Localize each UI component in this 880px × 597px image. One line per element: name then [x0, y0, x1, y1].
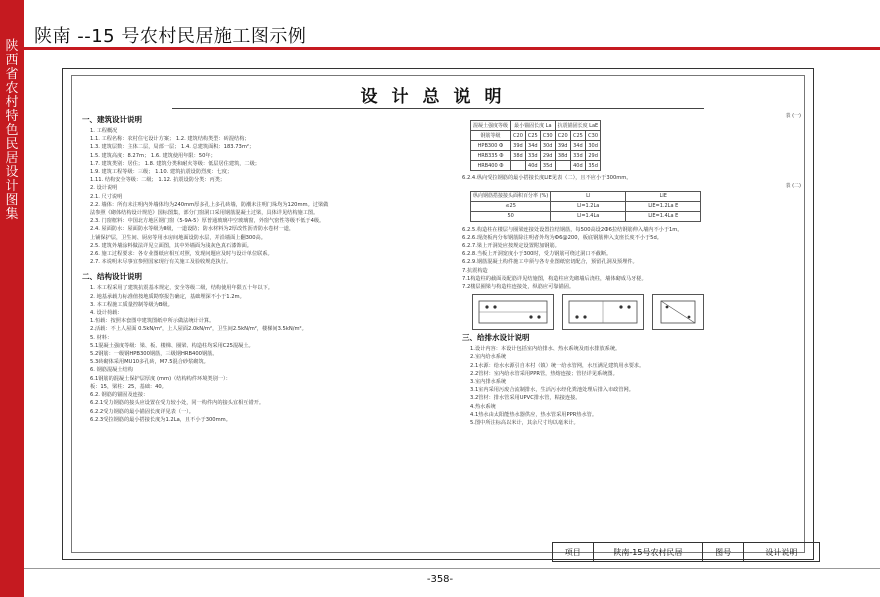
detail-sketches	[472, 294, 807, 330]
table1-cell: 29d	[586, 151, 601, 161]
text-line: 6.2.5.构造柱在楼层与圈梁连接处设置拉结钢筋，每500高设2Ф6拉结钢筋伸入墙内不小于1m。	[462, 226, 683, 233]
table1-grade: C30	[586, 131, 601, 141]
text-line: 1. 工程概况	[90, 128, 118, 134]
lap-table	[470, 191, 701, 222]
table2-cell: LlE=1.4La E	[626, 211, 701, 221]
table1-caption: 表 (一)	[785, 113, 801, 119]
table1-grade: C30	[540, 131, 555, 141]
table1-cell: 33d	[570, 151, 585, 161]
text-line: 4.1热水由太阳能热水器供应，热水管采用PPR热水管。	[470, 411, 598, 418]
text-line: 2.1. 尺寸说明	[90, 193, 123, 200]
table1-head-mid: 最小锚固长度 La	[511, 121, 556, 131]
text-line: 5.1混凝土强度等级：梁、板、楼梯、圈梁、构造柱均采用C25混凝土。	[90, 342, 254, 349]
table-row	[471, 161, 601, 171]
table1-cell: 40d	[525, 161, 540, 171]
table1-cell	[511, 161, 526, 171]
text-line: 2.5. 建筑外墙涂料做法详见立面图，其中外墙面为浅灰色真石漆饰面。	[90, 242, 252, 249]
text-line: 7.1构造柱的截面及配筋详见结施图，构造柱应先砌墙后浇柱，墙体砌成马牙槎。	[462, 275, 647, 282]
text-line: 3.1室内采用污废合流制排水，生活污水经化粪池处理后排入市政管网。	[470, 387, 634, 394]
title-block-drawing-no-label: 图号	[703, 543, 744, 561]
table2-cell: Ll=1.2La	[551, 201, 626, 211]
table1-cell	[555, 161, 570, 171]
beam-detail-sketch-1	[472, 294, 554, 330]
table1-grade: C25	[525, 131, 540, 141]
table2-caption: 表 (二)	[785, 183, 801, 190]
text-line: 1.7. 建筑类别：居住； 1.8. 建筑分类和耐火等级：低层居住建筑，二级；	[90, 160, 260, 167]
text-line: 1.5. 建筑高度：8.27m； 1.6. 建筑使用年限：50年；	[90, 152, 216, 159]
text-line: 6.1钢筋的混凝土保护层厚度 (mm)（结构构件环境类别一）：	[90, 375, 231, 382]
table1-cell: 34d	[525, 141, 540, 151]
drawing-frame	[71, 75, 805, 557]
beam-detail-sketch-2	[562, 294, 644, 330]
title-block-project-label: 项目	[553, 543, 594, 561]
text-line: 6.2.9.钢筋混凝土构件施工中须与各专业图纸密切配合，预留孔洞及预埋件。	[462, 259, 638, 266]
text-line: 2.3. 门窗框料：中国北方地区钢门窗（5-9A-5）厚普通玻璃中空玻璃窗，外窗气密性等级不低于4级。	[90, 218, 325, 225]
text-line: 6.2.3受拉钢筋的最小搭接长度为1.2La，且不小于300mm。	[90, 416, 231, 423]
page-number: -358-	[426, 574, 454, 585]
text-line: 1.9. 建筑工程等级：三级； 1.10. 建筑抗震设防烈度：七度；	[90, 169, 233, 176]
section-architecture-body	[82, 127, 452, 266]
table1-cell: 35d	[540, 161, 555, 171]
section-structure-body	[82, 284, 452, 423]
text-line: 7.抗震构造	[462, 267, 488, 274]
table1-grade: C20	[511, 131, 526, 141]
text-line: 7.2楼层圈梁与构造柱连接处，纵筋应可靠锚固。	[462, 284, 575, 291]
table2-header: 纵向钢筋搭接接头面积百分率 (%)	[471, 191, 551, 201]
table1-cell: 39d	[555, 141, 570, 151]
table1-cell: 38d	[511, 151, 526, 161]
anchorage-table	[470, 120, 601, 171]
table1-sub-label: 钢筋等级	[471, 131, 511, 141]
text-line: 4.热水系统	[470, 403, 496, 410]
table1-cell: 33d	[525, 151, 540, 161]
text-line: 上铺保护层，卫生间、厨房等用水房间地面设防水层，并沿墙面上翻300高。	[90, 234, 266, 241]
text-line: 法参照《砌体结构设计规范》国标图集，部分门窗洞口采用钢筋混凝土过梁，具体详见结构施工图。	[90, 210, 319, 217]
text-line: 5.图中所注标高以米计，其余尺寸均以毫米计。	[470, 420, 579, 427]
table-row	[471, 201, 701, 211]
text-line: 6.2.6.现浇板内分布钢筋除注明者外均为Ф6@200，板底钢筋伸入支座长度不小于5d。	[462, 234, 662, 241]
table2-header: LlE	[626, 191, 701, 201]
table1-cell: 40d	[570, 161, 585, 171]
table1-cell: 39d	[511, 141, 526, 151]
table1-cell: 38d	[555, 151, 570, 161]
structure-notes-continued	[462, 226, 807, 292]
note-lap-length: 6.2.4.纵向受拉钢筋的最小搭接长度LlE见表（二），且不应小于300mm。	[462, 175, 632, 182]
right-column	[462, 112, 807, 427]
text-line: 1. 本工程采用了建筑抗震基本规定，安全等级二级，结构使用年限五十年以下。	[90, 285, 273, 292]
section-architecture-heading: 一、建筑设计说明	[82, 115, 142, 124]
text-line: 3.2管材：排水管采用UPVC排水管，粘接连接。	[470, 395, 581, 402]
text-line: 6. 钢筋混凝土结构	[90, 367, 133, 374]
table1-cell: 30d	[586, 141, 601, 151]
table1-cell: 30d	[540, 141, 555, 151]
text-line: 2. 设计说明	[90, 185, 118, 192]
title-block	[552, 542, 820, 562]
side-band	[0, 0, 24, 597]
table-row	[471, 211, 701, 221]
text-line: 2.室内给水系统	[470, 354, 507, 361]
text-line: 3.室内排水系统	[470, 379, 507, 386]
title-block-project-name: 陕南-15号农村民居	[594, 543, 704, 561]
text-line: 6.2.8.当板上开洞宽度小于300时，受力钢筋可绕过洞口不截断。	[462, 251, 612, 258]
text-line: 1.11. 结构安全等级：二级； 1.12. 抗震设防分类：丙类；	[90, 177, 226, 184]
page-header-title: 陕南 --15 号农村民居施工图示例	[34, 26, 307, 47]
title-underline	[172, 108, 704, 109]
header-rule	[24, 47, 880, 50]
document-title: 设计总说明	[360, 87, 516, 107]
table-row	[471, 141, 601, 151]
table2-header: Ll	[551, 191, 626, 201]
text-line: 1.3. 建筑层数：主体二层，局部一层； 1.4. 总建筑面积：183.73m²；	[90, 144, 255, 151]
table1-grade: C25	[570, 131, 585, 141]
table1-cell: 35d	[586, 161, 601, 171]
section-plumbing-heading: 三、给排水设计说明	[462, 333, 530, 343]
text-line: 2. 地基承载力标准值按地质勘察报告确定，基础埋深不小于1.2m。	[90, 293, 245, 300]
table1-cell: 29d	[540, 151, 555, 161]
table-row	[471, 151, 601, 161]
text-line: 2.2. 墙体：所有未注明内外墙体均为240mm厚多孔上多孔砖墙，防潮未注明门垛均为120mm。过梁做	[90, 201, 329, 208]
text-line: 1.设计内容：本设计包括室内给排水、热水系统及雨水排放系统。	[470, 346, 621, 353]
text-line: 2.活载：不上人屋面 0.5kN/m²，上人屋面2.0kN/m²，卫生间2.5kN/m²，楼梯间3.5kN/m²。	[90, 326, 307, 333]
text-line: 5.2钢筋：一级钢HPB300钢筋，三级钢HRB400钢筋。	[90, 351, 218, 358]
side-title: 陕西省农村特色民居设计图集	[5, 39, 19, 222]
table2-cell: LlE=1.2La E	[626, 201, 701, 211]
text-line: 2.7. 本说明未尽事宜参照国家现行有关施工及验收规范执行。	[90, 259, 232, 266]
text-line: 6.2. 钢筋的锚固及连接：	[90, 392, 149, 399]
text-line: 1.1. 工程名称：农村住宅设计方案； 1.2. 建筑结构类型：砖混结构；	[90, 136, 250, 143]
text-line: 5. 材料：	[90, 334, 113, 341]
text-line: 4. 设计荷载：	[90, 310, 123, 317]
text-line: 6.2.7.梁上开洞处应按规定设置附加钢筋。	[462, 243, 560, 250]
text-line: 2.2管材：室内给水管采用PPR管，热熔连接；管径详见系统图。	[470, 370, 618, 377]
table1-grade: C20	[555, 131, 570, 141]
table2-cell: ≤25	[471, 201, 551, 211]
table2-cell: Ll=1.4La	[551, 211, 626, 221]
table1-head-left: 混凝土强度等级	[471, 121, 511, 131]
table1-cell: 34d	[570, 141, 585, 151]
text-line: 2.1水源：给水水源引自本村（镇）统一给水管网，水压满足建筑用水要求。	[470, 362, 645, 369]
section-structure-heading: 二、结构设计说明	[82, 272, 142, 282]
text-line: 5.3砖砌体采用MU10多孔砖，M7.5混合砂浆砌筑。	[90, 359, 209, 366]
text-line: 1.恒载：按照本套图中建筑图纸中所示做法统计计算。	[90, 318, 215, 325]
table1-head-right: 抗震锚固长度 LaE	[555, 121, 601, 131]
text-line: 板：15，梁柱：25，基础：40。	[90, 383, 167, 390]
table1-row-label: HRB400 Ф	[471, 161, 511, 171]
section-plumbing-body	[462, 345, 807, 427]
text-line: 6.2.1受力钢筋的接头应设置在受力较小处，同一构件内的接头宜相互错开。	[90, 400, 265, 407]
text-line: 2.4. 屋面防水：屋面防水等级为Ⅱ级，一道设防；防水材料为2厚改性沥青防水卷材一道，	[90, 226, 295, 233]
column-detail-sketch	[652, 294, 704, 330]
text-line: 2.6. 施工过程要求：各专业图纸应相互对照，发现问题应及时与设计单位联系。	[90, 251, 273, 258]
left-column	[82, 112, 452, 424]
title-block-drawing-name: 设计说明	[765, 547, 798, 557]
bottom-rule	[24, 568, 880, 569]
drawing-sheet	[62, 68, 814, 560]
text-line: 6.2.2受力钢筋的最小锚固长度详见表（一）。	[90, 408, 194, 415]
table1-row-label: HRB335 Ф	[471, 151, 511, 161]
table2-cell: 50	[471, 211, 551, 221]
text-line: 3. 本工程施工质量控制等级为B级。	[90, 301, 173, 308]
table1-row-label: HPB300 Ф	[471, 141, 511, 151]
